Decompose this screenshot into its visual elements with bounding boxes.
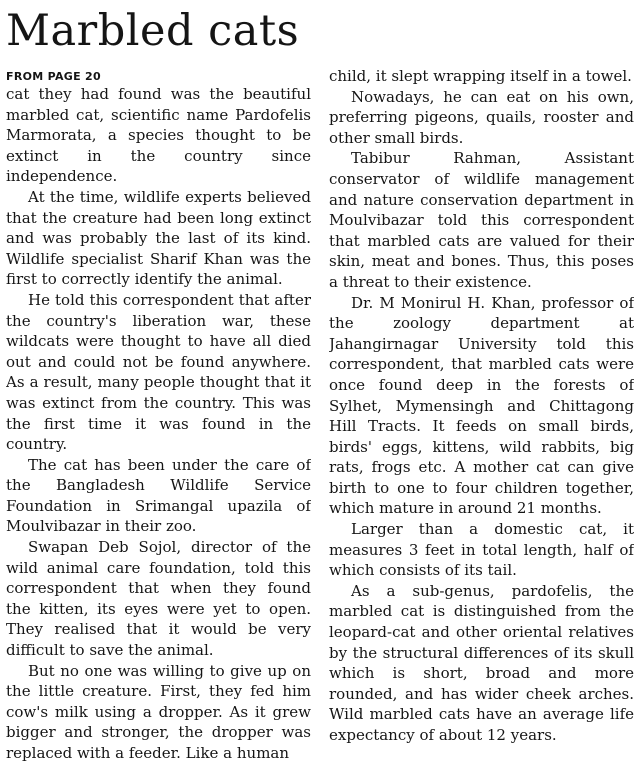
paragraph: Larger than a domestic cat, it measures 3 feet in total length, half of which consists of its tail.	[329, 520, 634, 580]
paragraph: Tabibur Rahman, Assistant conservator of wildlife management and nature conservation department in Moulvibazar told this correspondent that marbled cats are valued for their skin, meat and bones. Thus, this poses a threat to their existence.	[329, 149, 634, 291]
article-column-right	[329, 66, 634, 767]
paragraph: Swapan Deb Sojol, director of the wild animal care foundation, told this correspondent that when they found the kitten, its eyes were yet to open. They realised that it would be very difficult to save the animal.	[6, 538, 311, 660]
paragraph: child, it slept wrapping itself in a towel.	[329, 67, 632, 85]
paragraph: cat they had found was the beautiful marbled cat, scientific name Pardofelis Marmorata, a species thought to be extinct in the country since independence.	[6, 85, 311, 186]
article-column-left	[6, 70, 311, 767]
article-body	[6, 67, 634, 767]
newspaper-clipping	[0, 6, 642, 775]
paragraph: He told this correspondent that after the country's liberation war, these wildcats were thought to have all died out and could not be found anywhere. As a result, many people thought that it was extinct from the country. This was the first time it was found in the country.	[6, 290, 311, 454]
paragraph: At the time, wildlife experts believed that the creature had been long extinct and was probably the last of its kind. Wildlife specialist Sharif Khan was the first to correctly identify the animal.	[6, 187, 311, 289]
continuation-label: FROM PAGE 20	[6, 70, 101, 83]
article-headline: Marbled cats	[6, 6, 300, 56]
paragraph: Nowadays, he can eat on his own, preferring pigeons, quails, rooster and other small birds.	[329, 87, 634, 147]
paragraph: Dr. M Monirul H. Khan, professor of the zoology department at Jahangirnagar University told this correspondent, that marbled cats were once found deep in the forests of Sylhet, Mymensingh and Chittagong Hill Tracts. It feeds on small birds, birds' eggs, kittens, wild rabbits, big rats, frogs etc. A mother cat can give birth to one to four children together, which mature in around 21 months.	[329, 293, 634, 518]
paragraph: As a sub-genus, pardofelis, the marbled cat is distinguished from the leopard-cat and other oriental relatives by the structural differences of its skull which is short, broad and more rounded, and has wider cheek arches. Wild marbled cats have an average life expectancy of about 12 years.	[329, 581, 634, 744]
paragraph: But no one was willing to give up on the little creature. First, they fed him cow's milk using a dropper. As it grew bigger and stronger, the dropper was replaced with a feeder. Like a human	[6, 661, 311, 762]
paragraph: The cat has been under the care of the Bangladesh Wildlife Service Foundation in Srimangal upazila of Moulvibazar in their zoo.	[6, 455, 311, 536]
